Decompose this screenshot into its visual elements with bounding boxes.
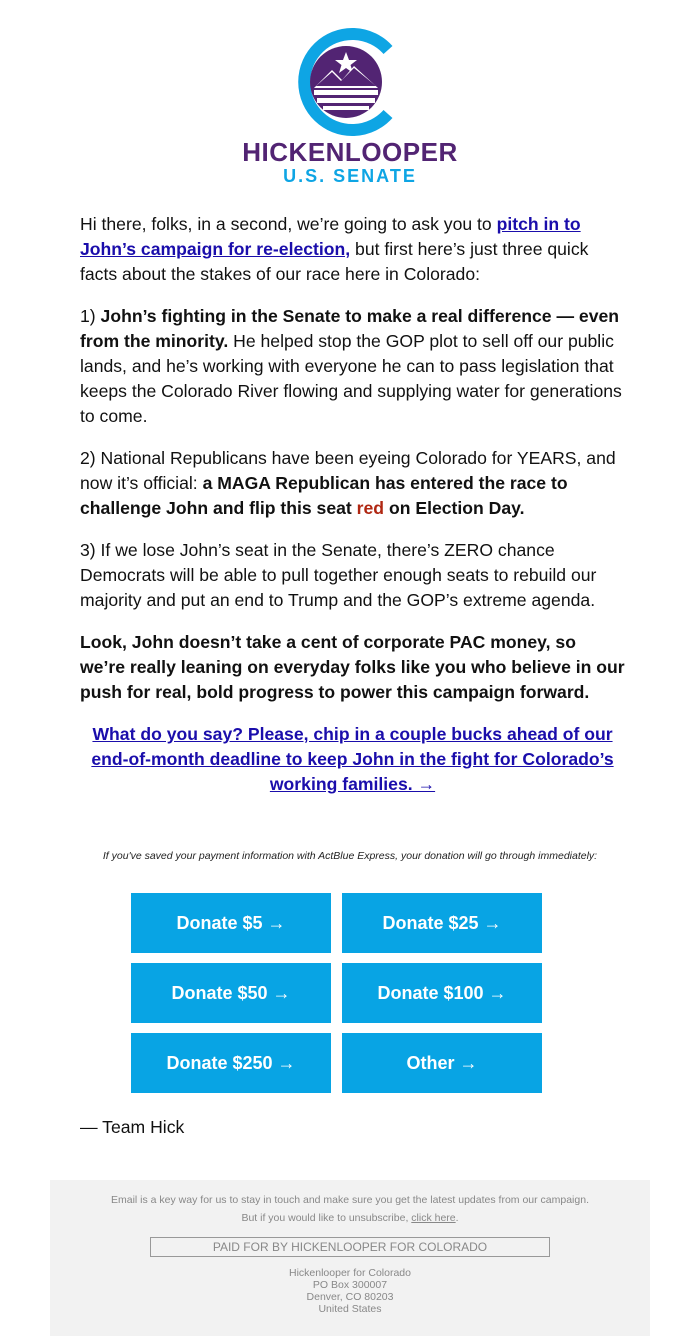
footer-line-1: Email is a key way for us to stay in touch and make sure you get the latest updates from our campaign. [111, 1194, 589, 1206]
unsubscribe-link[interactable]: click here [411, 1212, 456, 1224]
donate-25-button[interactable]: Donate $25 → [342, 893, 542, 953]
fact-2-text: 2) National Republicans have been eyeing Colorado for YEARS, and now it’s official: [80, 448, 616, 493]
mailing-address [50, 1267, 650, 1315]
intro-text: Hi there, folks, in a second, we’re going to ask you to [80, 214, 497, 234]
logo-name: HICKENLOOPER [242, 137, 458, 167]
fact-1-number: 1) [80, 306, 101, 326]
fact-2-bold-end: on Election Day. [384, 498, 525, 518]
email-footer [50, 1180, 650, 1336]
donate-5-button[interactable]: Donate $5 → [131, 893, 331, 953]
intro-text-end: but first here’s just three quick facts about the stakes of our race here in Colorado: [80, 239, 589, 284]
intro-paragraph [80, 212, 625, 287]
fact-1-paragraph [80, 304, 625, 429]
appeal-bold: Look, John doesn’t take a cent of corporate PAC money, so we’re really leaning on everyday folks like you who believe in our push for real, bold progress to power this campaign forward. [80, 632, 625, 702]
address-line: Denver, CO 80203 [306, 1291, 394, 1303]
pitch-in-link[interactable]: pitch in to John’s campaign for re-election, [80, 214, 581, 259]
address-line: PO Box 300007 [312, 1279, 388, 1291]
logo-subtitle: U.S. SENATE [283, 166, 417, 186]
actblue-fine-print: If you've saved your payment information with ActBlue Express, your donation will go through immediately: [102, 850, 598, 862]
fact-3-paragraph: 3) If we lose John’s seat in the Senate, there’s ZERO chance Democrats will be able to pull together enough seats to rebuild our majority and put an end to Trump and the GOP’s extreme agenda. [80, 540, 597, 610]
unsubscribe-text-end: . [455, 1212, 459, 1224]
fact-2-bold: a MAGA Republican has entered the race to challenge John and flip this seat [80, 473, 568, 518]
fact-1-bold: John’s fighting in the Senate to make a real difference — even from the minority. [80, 306, 620, 351]
chip-in-link[interactable]: What do you say? Please, chip in a couple bucks ahead of our end-of-month deadline to keep John in the fight for Colorado’s working families. → [91, 724, 614, 794]
signoff: — Team Hick [80, 1117, 185, 1137]
mountain-emblem-icon [292, 26, 408, 138]
donate-other-button[interactable]: Other → [342, 1033, 542, 1093]
address-line: United States [318, 1303, 382, 1315]
campaign-logo [232, 26, 468, 190]
fact-2-red-word: red [356, 498, 385, 518]
fact-2-paragraph [80, 446, 625, 521]
email-body [80, 212, 625, 814]
paid-for-disclaimer: PAID FOR BY HICKENLOOPER FOR COLORADO [150, 1237, 550, 1257]
footer-line-2 [50, 1212, 650, 1224]
fact-1-text: He helped stop the GOP plot to sell off our public lands, and he’s working with everyone he can to pass legislation that keeps the Colorado River flowing and supplying water for generations to come. [80, 331, 622, 426]
appeal-paragraph [80, 630, 625, 705]
unsubscribe-text: But if you would like to unsubscribe, [241, 1212, 412, 1224]
donate-50-button[interactable]: Donate $50 → [131, 963, 331, 1023]
donate-100-button[interactable]: Donate $100 → [342, 963, 542, 1023]
cta-paragraph [80, 722, 625, 797]
address-line: Hickenlooper for Colorado [289, 1267, 411, 1279]
donate-250-button[interactable]: Donate $250 → [131, 1033, 331, 1093]
